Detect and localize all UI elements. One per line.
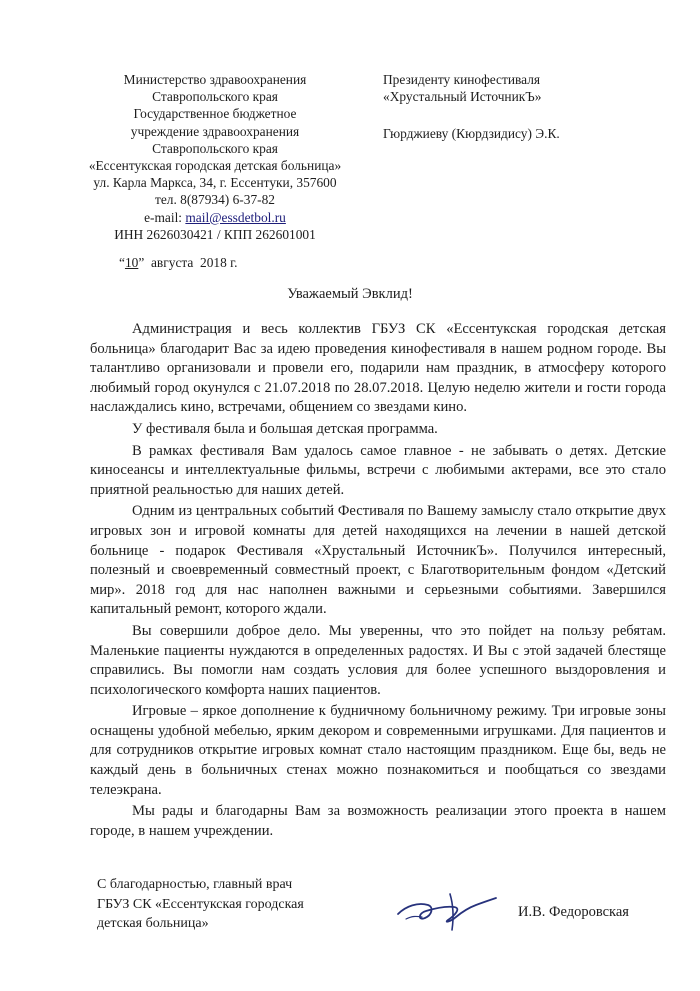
- sender-line: Государственное бюджетное: [133, 106, 297, 122]
- sender-address: ул. Карла Маркса, 34, г. Ессентуки, 357600: [93, 175, 337, 191]
- handwritten-signature: [392, 886, 502, 936]
- body-paragraph: Игровые – яркое дополнение к будничному больничному режиму. Три игровые зоны оснащены удобной мебелью, ярким декором и современными игрушками. Для пациентов и для сотрудников открытие игровых комнат стало настоящим праздником. Еще бы, ведь не каждый день в больничных стенах можно познакомиться и пообщаться со звездами телеэкрана.: [90, 703, 666, 798]
- recipient-block: [383, 71, 560, 143]
- closing-line: С благодарностью, главный врач: [97, 877, 293, 892]
- email-label: e-mail:: [144, 209, 186, 225]
- recipient-festival: «Хрустальный ИсточникЪ»: [383, 89, 542, 105]
- sender-block: [62, 71, 368, 243]
- sender-line: Ставропольского края: [152, 140, 278, 156]
- signer-name: И.В. Федоровская: [518, 904, 629, 920]
- sender-email-line: [62, 209, 368, 226]
- recipient-name: Гюрджиеву (Кюрдзидису) Э.К.: [383, 126, 560, 142]
- body-paragraph: Администрация и весь коллектив ГБУЗ СК «Ессентукская городская детская больница» благодарит Вас за идею проведения кинофестиваля в нашем родном городе. Вы талантливо организовали и провели его, подарили нам праздник, в атмосферу которого любимый город окунулся с 21.07.2018 по 28.07.2018. Целую неделю жители и гости города наслаждались кино, встречами, общением со звездами кино.: [90, 321, 666, 416]
- closing-block: [97, 875, 304, 934]
- sender-line: учреждение здравоохранения: [130, 123, 300, 139]
- body-paragraph: У фестиваля была и большая детская программа.: [132, 420, 438, 437]
- closing-line: детская больница»: [97, 916, 209, 932]
- body-paragraph: Вы совершили доброе дело. Мы уверенны, что это пойдет на пользу ребятам. Маленькие пациенты нуждаются в определенных радостях. И Вы с этой задачей блестяще справились. Вы помогли нам создать условия для более успешного выздоровления и психологического комфорта наших пациентов.: [90, 622, 666, 698]
- email-link[interactable]: mail@essdetbol.ru: [185, 209, 286, 225]
- date-close-quote: ”: [138, 255, 145, 270]
- sender-phone: тел. 8(87934) 6-37-82: [154, 192, 275, 208]
- sender-inn: ИНН 2626030421 / КПП 262601001: [114, 226, 316, 242]
- closing-line: ГБУЗ СК «Ессентукская городская: [97, 896, 304, 912]
- body-paragraph: Мы рады и благодарны Вам за возможность реализации этого проекта в нашем городе, в нашем учреждении.: [90, 803, 666, 839]
- date-month-year: августа 2018 г.: [144, 255, 238, 270]
- sender-line: Ставропольского края: [152, 89, 278, 105]
- recipient-title: Президенту кинофестиваля: [383, 72, 541, 87]
- body-paragraph: Одним из центральных событий Фестиваля по Вашему замыслу стало открытие двух игровых зон и игровой комнаты для детей находящихся на лечении в нашей детской больнице - подарок Фестиваля «Хрустальный ИсточникЪ». Получился интересный, полезный и своевременный совместный проект, с Благотворительным фондом «Детский мир». 2018 год для нас наполнен важными и серьезными событиями. Завершился капитальный ремонт, которого ждали.: [90, 503, 666, 618]
- letter-date: [119, 255, 238, 271]
- letter-body: [90, 320, 666, 843]
- sender-line: Министерство здравоохранения: [123, 72, 307, 87]
- sender-line: «Ессентукская городская детская больница»: [88, 158, 342, 174]
- greeting: Уважаемый Эвклид!: [287, 286, 413, 302]
- date-open-quote: “: [119, 255, 125, 270]
- body-paragraph: В рамках фестиваля Вам удалось самое главное - не забывать о детях. Детские киносеансы и интеллектуальные фильмы, встречи с любимыми актерами, все это стало приятной реальностью для наших детей.: [90, 442, 666, 498]
- date-day: 10: [124, 255, 139, 270]
